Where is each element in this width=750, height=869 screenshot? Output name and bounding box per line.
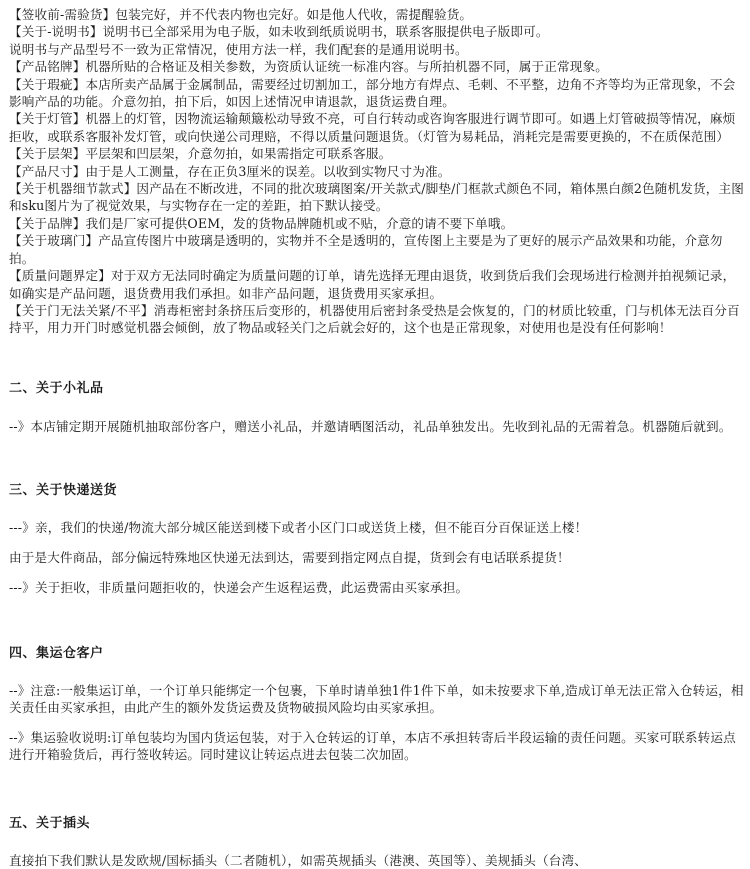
note-defects: 【关于瑕疵】本店所卖产品属于金属制品，需要经过切割加工，部分地方有焊点、毛刺、不平整，边角不齐等均为正常现象，不会影响产品的功能。介意勿拍，拍下后，如因上述情况申请退款，退货运费自理。	[9, 76, 736, 110]
section-title-plug: 五、关于插头	[9, 815, 91, 831]
section-text-plug: 直接拍下我们默认是发欧规/国标插头（二者随机），如需英规插头（港澳、英国等）、美规插头（台湾、	[9, 852, 588, 868]
consolidation-line: --》集运验收说明:订单包装均为国内货运包装，对于入仓转运的订单，本店不承担转寄后半段运输的责任问题。买家可联系转运点进行开箱验货后，再行签收转运。同时建议让转运点进去包装二次加固。	[9, 729, 736, 763]
section-title-consolidation: 四、集运仓客户	[9, 645, 104, 661]
delivery-line: ---》亲，我们的快递/物流大部分城区能送到楼下或者小区门口或送货上楼，但不能百分百保证送上楼！	[9, 520, 588, 536]
section-text-delivery	[9, 519, 744, 596]
section-text-gift: --》本店铺定期开展随机抽取部份客户，赠送小礼品，并邀请晒图活动，礼品单独发出。先收到礼品的无需着急。机器随后就到。	[9, 418, 732, 434]
section-text-consolidation	[9, 682, 744, 764]
section-title-gift: 二、关于小礼品	[9, 380, 104, 396]
delivery-line: ---》关于拒收，非质量问题拒收的，快递会产生返程运费，此运费需由买家承担。	[9, 580, 469, 596]
note-inspection: 【签收前-需验货】包装完好，并不代表内物也完好。如是他人代收，需提醒验货。	[9, 7, 473, 22]
note-details: 【关于机器细节款式】因产品在不断改进，不同的批次玻璃图案/开关款式/脚垫/门框款式颜色不同，箱体黑白颜2色随机发货，主图和sku图片为了视觉效果，与实物存在一定的差距，拍下默认接受。	[9, 181, 744, 214]
note-manual: 【关于-说明书】说明书已全部采用为电子版，如未收到纸质说明书，联系客服提供电子版即可。	[9, 24, 549, 40]
note-size: 【产品尺寸】由于是人工测量，存在正负3厘米的误差。以收到实物尺寸为准。	[9, 163, 451, 179]
consolidation-line: --》注意:一般集运订单，一个订单只能绑定一个包裹，下单时请单独1件1件下单，如未按要求下单,造成订单无法正常入仓转运，相关责任由买家承担，由此产生的额外发货运费及货物破损风险均由买家承担。	[9, 682, 744, 715]
note-nameplate: 【产品铭牌】机器所贴的合格证及相关参数，为资质认证统一标准内容。与所拍机器不同，属于正常现象。	[9, 59, 608, 75]
note-lamp: 【关于灯管】机器上的灯管，因物流运输颠簸松动导致不亮，可自行转动或咨询客服进行调节即可。如遇上灯管破损等情况，麻烦拒收，或联系客服补发灯管，或向快递公司理赔，不得以质量问题退货。（灯管为易耗品，消耗完是需要更换的，不在质保范围）	[9, 111, 736, 144]
section-title-delivery: 三、关于快递送货	[9, 483, 118, 499]
note-quality: 【质量问题界定】对于双方无法同时确定为质量问题的订单，请先选择无理由退货，收到货后我们会现场进行检测并拍视频记录，如确实是产品问题，退货费用我们承担。如非产品问题，退货费用买家承担。	[9, 268, 736, 301]
delivery-line: 由于是大件商品，部分偏远特殊地区快递无法到达，需要到指定网点自提，货到会有电话联系提货！	[9, 550, 570, 566]
note-glass-door: 【关于玻璃门】产品宣传图片中玻璃是透明的，实物并不全是透明的，宣传图上主要是为了更好的展示产品效果和功能，介意勿拍。	[9, 233, 723, 266]
note-manual-model: 说明书与产品型号不一致为正常情况，使用方法一样，我们配套的是通用说明书。	[9, 41, 468, 57]
note-door-seal: 【关于门无法关紧/不平】消毒柜密封条挤压后变形的，机器使用后密封条受热是会恢复的，门的材质比较重，门与机体无法百分百持平，用力开门时感觉机器会倾倒，放了物品或轻关门之后就会好的，这个也是正常现象，对使用也是没有任何影响！	[9, 302, 740, 336]
purchase-notes	[9, 6, 744, 337]
note-brand: 【关于品牌】我们是厂家可提供OEM，发的货物品牌随机或不贴，介意的请不要下单哦。	[9, 215, 514, 231]
note-shelf: 【关于层架】平层架和凹层架，介意勿拍，如果需指定可联系客服。	[9, 146, 392, 162]
